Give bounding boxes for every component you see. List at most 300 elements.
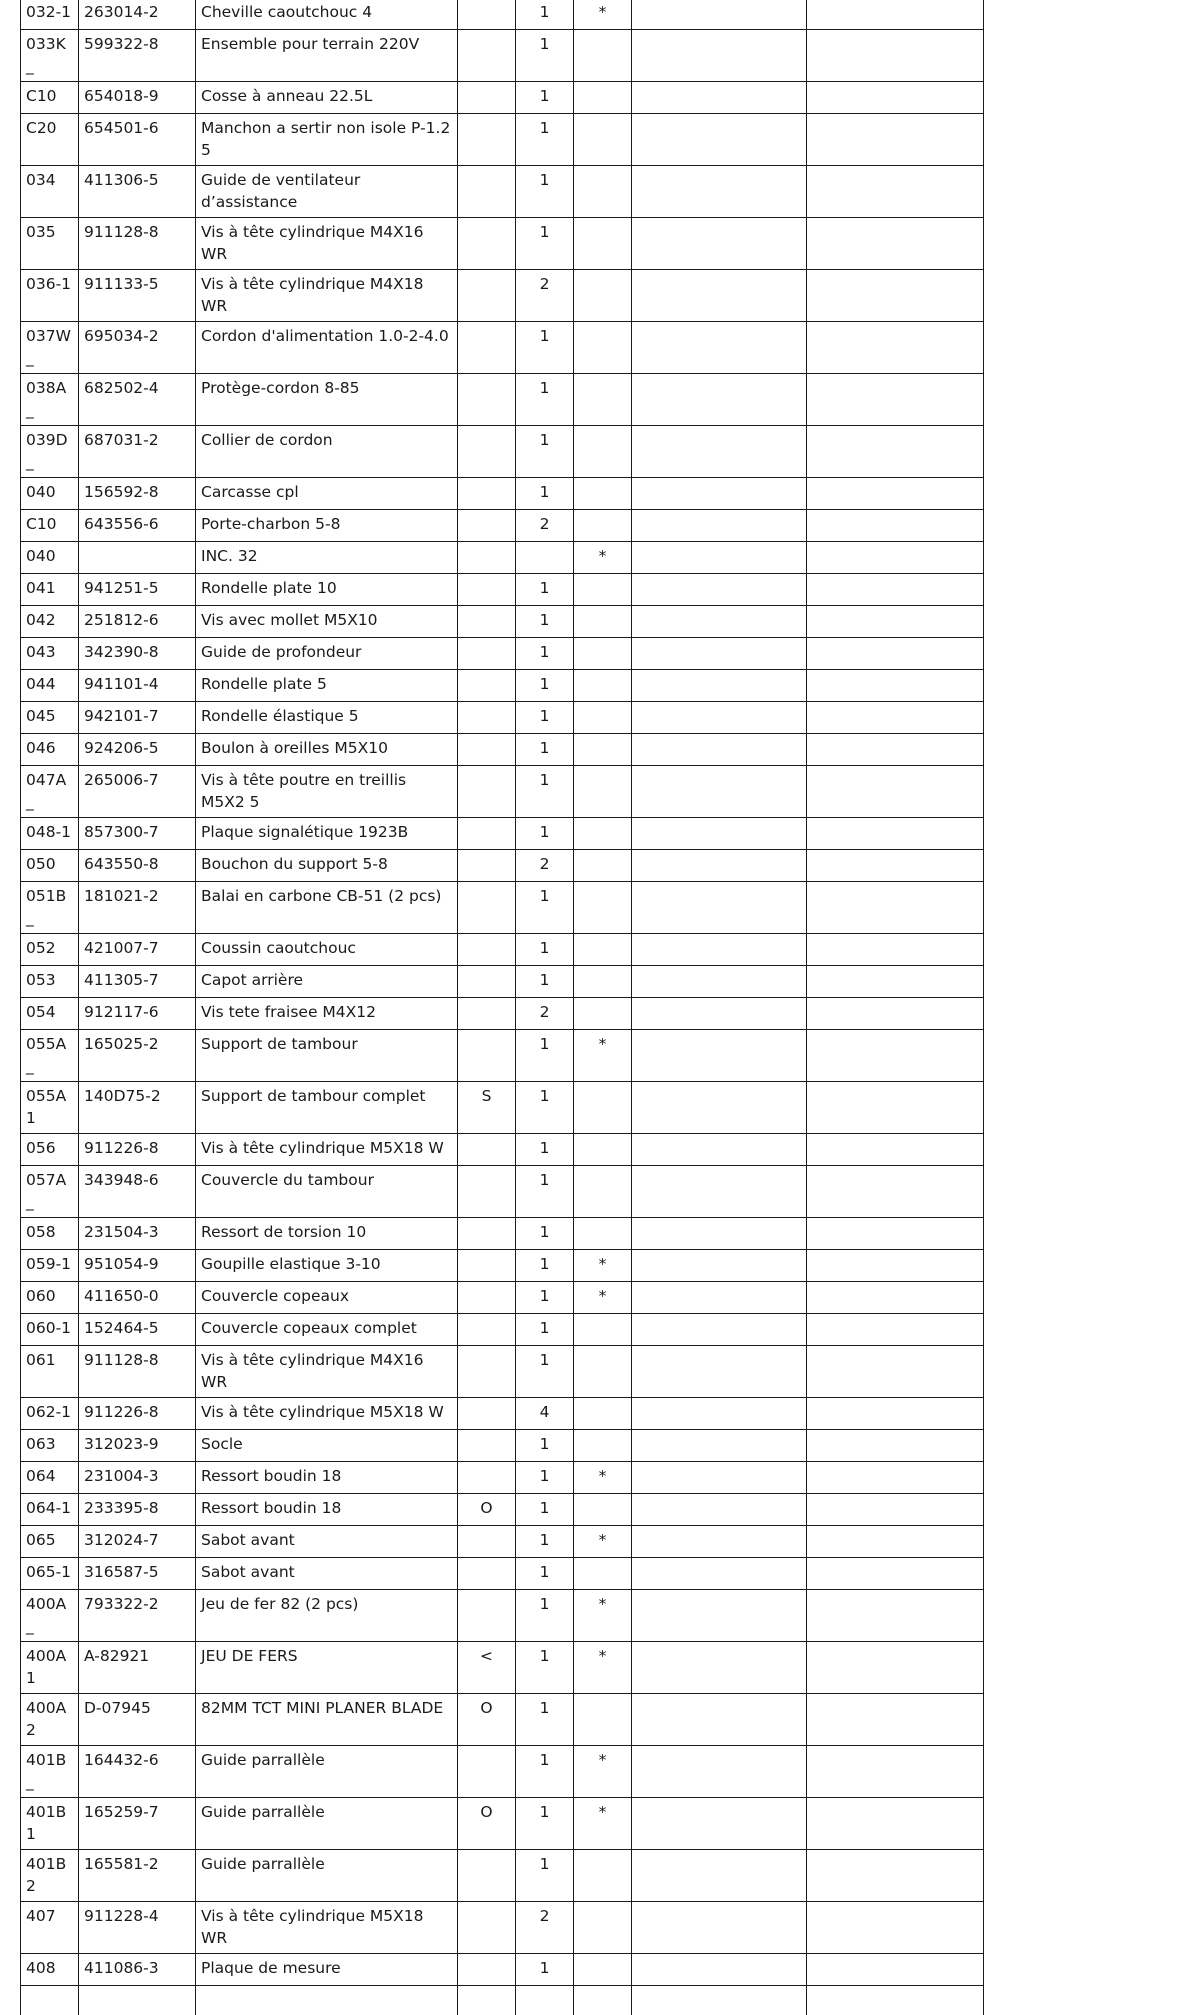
empty-cell-a [632, 322, 807, 374]
part-description: Ressort boudin 18 [196, 1462, 458, 1494]
empty-cell-b [807, 270, 984, 322]
part-description: INC. 32 [196, 542, 458, 574]
quantity: 1 [516, 478, 574, 510]
part-note [458, 1166, 516, 1218]
item-ref: 058 [21, 1218, 79, 1250]
quantity: 1 [516, 966, 574, 998]
part-note [458, 218, 516, 270]
table-row [21, 1558, 984, 1590]
item-ref: 401B_ [21, 1746, 79, 1798]
part-number: 316587-5 [79, 1558, 196, 1590]
part-note [458, 998, 516, 1030]
asterisk-flag: * [574, 0, 632, 30]
part-description: Couvercle copeaux [196, 1282, 458, 1314]
quantity: 2 [516, 998, 574, 1030]
item-ref: 052 [21, 934, 79, 966]
asterisk-flag [574, 1166, 632, 1218]
empty-cell-b [807, 30, 984, 82]
empty-cell-b [807, 606, 984, 638]
part-description: Support de tambour complet [196, 1082, 458, 1134]
empty-cell-b [807, 1954, 984, 1986]
empty-cell-a [632, 818, 807, 850]
quantity: 1 [516, 426, 574, 478]
part-number: 599322-8 [79, 30, 196, 82]
part-note [458, 606, 516, 638]
part-note [458, 850, 516, 882]
item-ref: 057A_ [21, 1166, 79, 1218]
table-row [21, 850, 984, 882]
empty-cell-a [632, 1746, 807, 1798]
asterisk-flag [574, 82, 632, 114]
part-note [458, 82, 516, 114]
quantity: 1 [516, 574, 574, 606]
quantity: 1 [516, 1314, 574, 1346]
table-row [21, 218, 984, 270]
empty-cell-b [807, 426, 984, 478]
item-ref: 037W _ [21, 322, 79, 374]
asterisk-flag: * [574, 1642, 632, 1694]
quantity [516, 542, 574, 574]
part-number: 312024-7 [79, 1526, 196, 1558]
empty-cell [574, 1986, 632, 2015]
asterisk-flag [574, 766, 632, 818]
table-row [21, 1134, 984, 1166]
part-note [458, 1590, 516, 1642]
empty-cell-b [807, 1850, 984, 1902]
empty-cell-b [807, 1282, 984, 1314]
part-note [458, 1462, 516, 1494]
part-description: Protège-cordon 8-85 [196, 374, 458, 426]
quantity: 1 [516, 166, 574, 218]
part-note [458, 114, 516, 166]
part-description: Vis à tête cylindrique M4X18 WR [196, 270, 458, 322]
quantity: 1 [516, 1746, 574, 1798]
part-number: D-07945 [79, 1694, 196, 1746]
item-ref: 047A_ [21, 766, 79, 818]
part-note: O [458, 1494, 516, 1526]
empty-cell-b [807, 322, 984, 374]
part-note [458, 638, 516, 670]
part-number: 682502-4 [79, 374, 196, 426]
item-ref: 063 [21, 1430, 79, 1462]
asterisk-flag [574, 426, 632, 478]
parts-table-body [21, 0, 984, 2015]
empty-cell-b [807, 218, 984, 270]
part-note [458, 166, 516, 218]
part-number: 911128-8 [79, 1346, 196, 1398]
empty-cell-b [807, 0, 984, 30]
asterisk-flag: * [574, 1590, 632, 1642]
part-note [458, 1850, 516, 1902]
table-row [21, 1526, 984, 1558]
empty-cell-b [807, 1030, 984, 1082]
empty-cell-a [632, 1134, 807, 1166]
part-note: S [458, 1082, 516, 1134]
table-row [21, 1694, 984, 1746]
part-note [458, 1398, 516, 1430]
table-row [21, 510, 984, 542]
part-note [458, 1282, 516, 1314]
table-row [21, 166, 984, 218]
item-ref: 045 [21, 702, 79, 734]
asterisk-flag [574, 166, 632, 218]
part-note [458, 0, 516, 30]
empty-cell-b [807, 882, 984, 934]
empty-cell-a [632, 82, 807, 114]
part-number: 654018-9 [79, 82, 196, 114]
asterisk-flag [574, 270, 632, 322]
empty-cell-a [632, 218, 807, 270]
asterisk-flag [574, 850, 632, 882]
part-number: 265006-7 [79, 766, 196, 818]
asterisk-flag: * [574, 1462, 632, 1494]
part-description: Vis à tête poutre en treillis M5X2 5 [196, 766, 458, 818]
empty-cell-b [807, 1494, 984, 1526]
empty-cell-b [807, 82, 984, 114]
asterisk-flag: * [574, 1798, 632, 1850]
empty-cell-b [807, 1590, 984, 1642]
asterisk-flag [574, 998, 632, 1030]
table-row [21, 998, 984, 1030]
table-row [21, 966, 984, 998]
table-row [21, 1166, 984, 1218]
quantity: 1 [516, 1218, 574, 1250]
part-description: Plaque signalétique 1923B [196, 818, 458, 850]
empty-cell-b [807, 1694, 984, 1746]
asterisk-flag [574, 574, 632, 606]
part-description: Cordon d'alimentation 1.0-2-4.0 [196, 322, 458, 374]
part-description: Porte-charbon 5-8 [196, 510, 458, 542]
part-note [458, 270, 516, 322]
empty-cell-b [807, 850, 984, 882]
part-number: 911128-8 [79, 218, 196, 270]
empty-cell-a [632, 1250, 807, 1282]
empty-cell-a [632, 1902, 807, 1954]
part-number: 152464-5 [79, 1314, 196, 1346]
part-number: A-82921 [79, 1642, 196, 1694]
part-note [458, 510, 516, 542]
empty-cell-a [632, 1558, 807, 1590]
empty-cell-a [632, 766, 807, 818]
part-number: 643550-8 [79, 850, 196, 882]
table-row [21, 638, 984, 670]
part-number: 911226-8 [79, 1134, 196, 1166]
asterisk-flag [574, 1346, 632, 1398]
part-description: Goupille elastique 3-10 [196, 1250, 458, 1282]
asterisk-flag [574, 966, 632, 998]
asterisk-flag [574, 882, 632, 934]
part-note [458, 1218, 516, 1250]
empty-cell-a [632, 1430, 807, 1462]
empty-cell-b [807, 1314, 984, 1346]
item-ref: 062-1 [21, 1398, 79, 1430]
item-ref: 036-1 [21, 270, 79, 322]
item-ref: 039D_ [21, 426, 79, 478]
empty-cell-b [807, 670, 984, 702]
part-number: 140D75-2 [79, 1082, 196, 1134]
empty-cell-a [632, 1850, 807, 1902]
quantity: 1 [516, 1134, 574, 1166]
part-number: 165259-7 [79, 1798, 196, 1850]
part-note [458, 426, 516, 478]
quantity: 2 [516, 510, 574, 542]
table-row [21, 934, 984, 966]
empty-cell-b [807, 166, 984, 218]
item-ref: 400A1 [21, 1642, 79, 1694]
item-ref: 032-1 [21, 0, 79, 30]
item-ref: 054 [21, 998, 79, 1030]
table-row [21, 542, 984, 574]
asterisk-flag [574, 30, 632, 82]
empty-cell-a [632, 0, 807, 30]
empty-cell-a [632, 1526, 807, 1558]
item-ref: 408 [21, 1954, 79, 1986]
part-note [458, 1954, 516, 1986]
empty-cell-b [807, 1462, 984, 1494]
quantity: 1 [516, 734, 574, 766]
table-row [21, 82, 984, 114]
part-number: 342390-8 [79, 638, 196, 670]
quantity: 1 [516, 818, 574, 850]
asterisk-flag [574, 1430, 632, 1462]
asterisk-flag [574, 322, 632, 374]
empty-cell-a [632, 850, 807, 882]
empty-cell-a [632, 966, 807, 998]
item-ref: 061 [21, 1346, 79, 1398]
part-description: 82MM TCT MINI PLANER BLADE [196, 1694, 458, 1746]
table-row [21, 114, 984, 166]
part-description: Ensemble pour terrain 220V [196, 30, 458, 82]
part-note [458, 1902, 516, 1954]
empty-cell-a [632, 1346, 807, 1398]
quantity: 1 [516, 1082, 574, 1134]
empty-cell-a [632, 374, 807, 426]
part-description: Rondelle élastique 5 [196, 702, 458, 734]
item-ref: 056 [21, 1134, 79, 1166]
part-note [458, 574, 516, 606]
empty-cell-b [807, 478, 984, 510]
table-row [21, 1250, 984, 1282]
table-row [21, 1590, 984, 1642]
empty-cell-a [632, 638, 807, 670]
part-description: Vis à tête cylindrique M4X16 WR [196, 218, 458, 270]
empty-cell [79, 1986, 196, 2015]
part-number: 941101-4 [79, 670, 196, 702]
part-description: Balai en carbone CB-51 (2 pcs) [196, 882, 458, 934]
parts-table [20, 0, 984, 2015]
part-number: 251812-6 [79, 606, 196, 638]
table-row [21, 882, 984, 934]
empty-cell-b [807, 818, 984, 850]
part-note [458, 882, 516, 934]
part-description: Socle [196, 1430, 458, 1462]
part-description: Vis à tête cylindrique M5X18 W [196, 1134, 458, 1166]
empty-cell-b [807, 374, 984, 426]
empty-cell-b [807, 734, 984, 766]
empty-cell-b [807, 1166, 984, 1218]
part-note: O [458, 1798, 516, 1850]
table-row [21, 1282, 984, 1314]
empty-cell-a [632, 1954, 807, 1986]
part-number: 912117-6 [79, 998, 196, 1030]
part-number: 793322-2 [79, 1590, 196, 1642]
part-number: 654501-6 [79, 114, 196, 166]
empty-cell-b [807, 966, 984, 998]
part-number: 165025-2 [79, 1030, 196, 1082]
table-row [21, 1082, 984, 1134]
empty-cell-a [632, 426, 807, 478]
table-row [21, 322, 984, 374]
part-description: Capot arrière [196, 966, 458, 998]
asterisk-flag [574, 606, 632, 638]
quantity: 1 [516, 1282, 574, 1314]
part-note: O [458, 1694, 516, 1746]
part-description: Guide parrallèle [196, 1798, 458, 1850]
table-row [21, 1954, 984, 1986]
part-note [458, 1526, 516, 1558]
empty-cell-a [632, 478, 807, 510]
table-row [21, 818, 984, 850]
quantity: 1 [516, 1166, 574, 1218]
part-note [458, 322, 516, 374]
part-note [458, 734, 516, 766]
part-number: 312023-9 [79, 1430, 196, 1462]
part-note [458, 1746, 516, 1798]
quantity: 1 [516, 1954, 574, 1986]
part-number: 687031-2 [79, 426, 196, 478]
item-ref: 060 [21, 1282, 79, 1314]
empty-cell-b [807, 1746, 984, 1798]
part-number: 643556-6 [79, 510, 196, 542]
table-row [21, 1494, 984, 1526]
empty-cell [196, 1986, 458, 2015]
quantity: 1 [516, 1694, 574, 1746]
asterisk-flag [574, 638, 632, 670]
table-row [21, 574, 984, 606]
item-ref: C10 [21, 510, 79, 542]
part-note [458, 1314, 516, 1346]
quantity: 1 [516, 1346, 574, 1398]
quantity: 1 [516, 1850, 574, 1902]
quantity: 1 [516, 1430, 574, 1462]
table-row [21, 0, 984, 30]
empty-cell-a [632, 606, 807, 638]
part-note [458, 30, 516, 82]
asterisk-flag [574, 1134, 632, 1166]
item-ref: 407 [21, 1902, 79, 1954]
part-description: Boulon à oreilles M5X10 [196, 734, 458, 766]
part-description: Ressort boudin 18 [196, 1494, 458, 1526]
empty-cell-a [632, 510, 807, 542]
part-note [458, 542, 516, 574]
part-description: Vis tete fraisee M4X12 [196, 998, 458, 1030]
item-ref: 038A_ [21, 374, 79, 426]
empty-cell-a [632, 1314, 807, 1346]
item-ref: 055A_ [21, 1030, 79, 1082]
part-description: Guide de ventilateur d’assistance [196, 166, 458, 218]
item-ref: 055A1 [21, 1082, 79, 1134]
empty-cell-b [807, 1798, 984, 1850]
empty-cell-a [632, 270, 807, 322]
part-number: 911228-4 [79, 1902, 196, 1954]
part-number: 343948-6 [79, 1166, 196, 1218]
item-ref: 059-1 [21, 1250, 79, 1282]
empty-cell [458, 1986, 516, 2015]
part-description: Sabot avant [196, 1526, 458, 1558]
asterisk-flag [574, 1082, 632, 1134]
part-note [458, 1134, 516, 1166]
item-ref: 401B1 [21, 1798, 79, 1850]
table-row [21, 702, 984, 734]
asterisk-flag: * [574, 1030, 632, 1082]
empty-cell-a [632, 1218, 807, 1250]
part-description: Rondelle plate 10 [196, 574, 458, 606]
quantity: 1 [516, 1462, 574, 1494]
part-number: 941251-5 [79, 574, 196, 606]
item-ref: C10 [21, 82, 79, 114]
empty-cell-a [632, 1694, 807, 1746]
part-number: 263014-2 [79, 0, 196, 30]
table-row [21, 270, 984, 322]
part-note [458, 670, 516, 702]
part-number: 911226-8 [79, 1398, 196, 1430]
part-description: Coussin caoutchouc [196, 934, 458, 966]
empty-cell-b [807, 1346, 984, 1398]
part-description: Sabot avant [196, 1558, 458, 1590]
quantity: 1 [516, 1798, 574, 1850]
item-ref: 040 [21, 478, 79, 510]
part-note [458, 702, 516, 734]
empty-cell-b [807, 1902, 984, 1954]
asterisk-flag [574, 1850, 632, 1902]
part-number: 924206-5 [79, 734, 196, 766]
empty-cell-a [632, 1798, 807, 1850]
part-number: 181021-2 [79, 882, 196, 934]
empty-cell-b [807, 638, 984, 670]
item-ref: 051B_ [21, 882, 79, 934]
part-note [458, 1558, 516, 1590]
quantity: 1 [516, 606, 574, 638]
part-number: 164432-6 [79, 1746, 196, 1798]
table-row [21, 1642, 984, 1694]
quantity: 1 [516, 1642, 574, 1694]
empty-cell-a [632, 734, 807, 766]
item-ref: 401B2 [21, 1850, 79, 1902]
empty-cell [516, 1986, 574, 2015]
part-number: 165581-2 [79, 1850, 196, 1902]
table-row [21, 30, 984, 82]
table-row [21, 1346, 984, 1398]
empty-cell [21, 1986, 79, 2015]
part-description: Couvercle copeaux complet [196, 1314, 458, 1346]
part-description: Couvercle du tambour [196, 1166, 458, 1218]
part-note [458, 818, 516, 850]
asterisk-flag: * [574, 1746, 632, 1798]
empty-cell-b [807, 1082, 984, 1134]
asterisk-flag [574, 734, 632, 766]
quantity: 1 [516, 1494, 574, 1526]
quantity: 1 [516, 1526, 574, 1558]
empty-cell-b [807, 510, 984, 542]
quantity: 1 [516, 1590, 574, 1642]
part-number: 411306-5 [79, 166, 196, 218]
empty-cell-b [807, 1218, 984, 1250]
empty-cell-a [632, 1030, 807, 1082]
table-row [21, 478, 984, 510]
quantity: 1 [516, 1558, 574, 1590]
part-description: Vis à tête cylindrique M4X16 WR [196, 1346, 458, 1398]
part-note [458, 1250, 516, 1282]
